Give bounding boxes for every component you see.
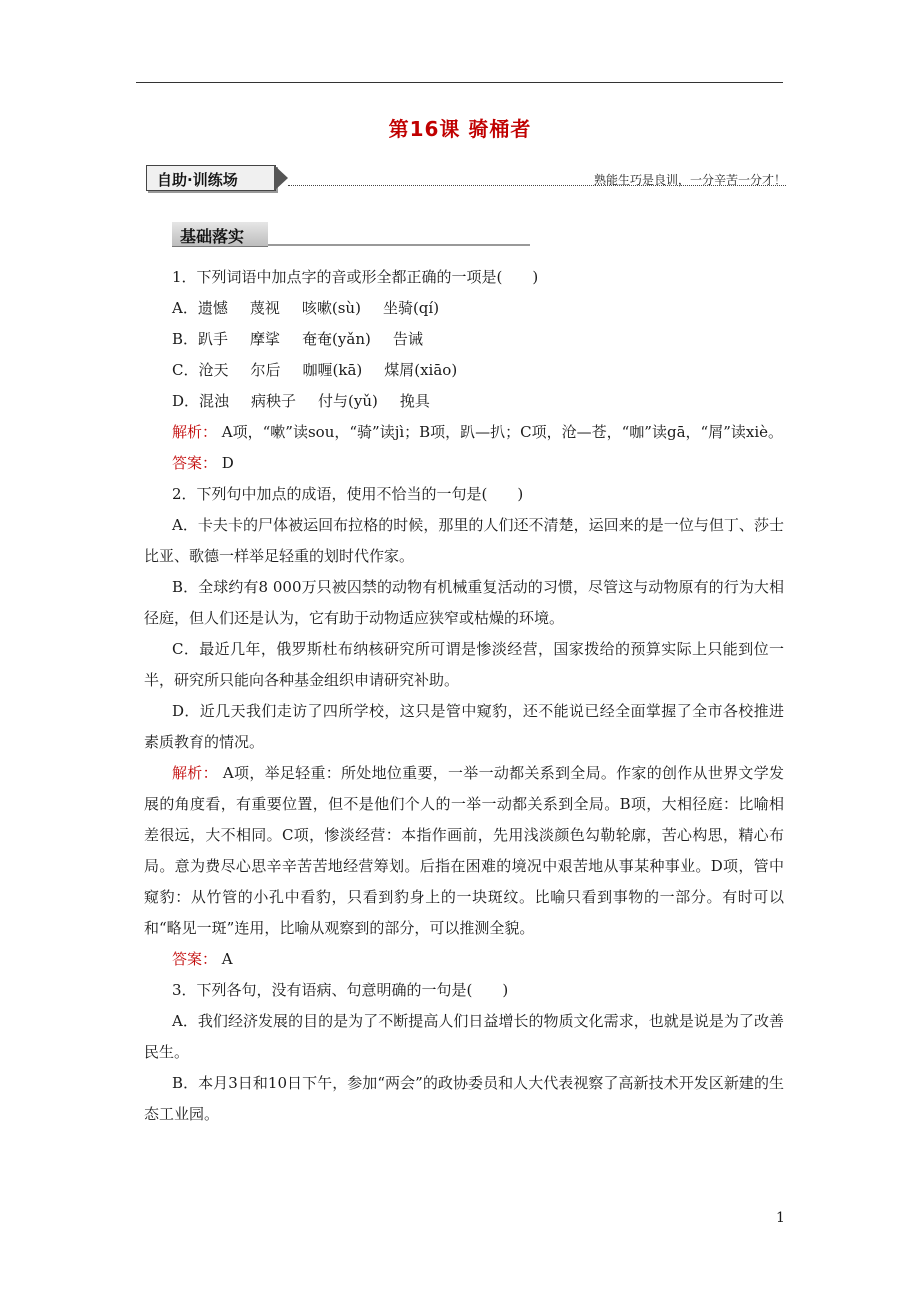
- section-banner: [146, 165, 786, 193]
- q2-option-a: A．卡夫卡的尸体被运回布拉格的时候，那里的人们还不清楚，运回来的是一位与但丁、莎士比亚、歌德一样举足轻重的划时代作家。: [144, 516, 784, 565]
- q1-stem: 1．下列词语中加点字的音或形全都正确的一项是( ): [172, 268, 539, 286]
- q1-a-2: 蔑视: [249, 299, 280, 317]
- section-divider: [268, 244, 530, 246]
- section-label: 基础落实: [180, 227, 245, 246]
- q1-b-2: 摩挲: [250, 330, 281, 348]
- q1-analysis-label: 解析：: [172, 423, 218, 441]
- q1-option-b: [144, 324, 784, 355]
- q1-option-d: [144, 386, 784, 417]
- q1-option-c: [144, 355, 784, 386]
- q2-answer-label: 答案：: [172, 950, 218, 968]
- q1-option-a: [144, 293, 784, 324]
- q1-c-3: 咖喱(kā): [302, 361, 363, 379]
- q2-analysis-text: A项，举足轻重：所处地位重要，一举一动都关系到全局。作家的创作从世界文学发展的角度看，有重要位置，但不是他们个人的一举一动都关系到全局。B项，大相径庭：比喻相差很远，大不相同。C项，惨淡经营：本指作画前，先用浅淡颜色勾勒轮廓，苦心构思，精心布局。意为费尽心思辛辛苦苦地经营筹划。后指在困难的境况中艰苦地从事某种事业。D项，管中窥豹：从竹管的小孔中看豹，只看到豹身上的一块斑纹。比喻只看到事物的一部分。有时可以和“略见一斑”连用，比喻从观察到的部分，可以推测全貌。: [144, 764, 784, 937]
- q1-b-4: 告诫: [392, 330, 423, 348]
- q2-analysis: [144, 758, 784, 944]
- q1-a-4: 坐骑(qí): [382, 299, 440, 317]
- header-rule: [136, 82, 783, 83]
- q3-option-b: B．本月3日和10日下午，参加“两会”的政协委员和人大代表视察了高新技术开发区新建的生态工业园。: [144, 1074, 784, 1123]
- q1-a-1: A．遗憾: [172, 299, 228, 317]
- q2-option-c: C．最近几年，俄罗斯杜布纳核研究所可谓是惨淡经营，国家拨给的预算实际上只能到位一半，研究所只能向各种基金组织申请研究补助。: [144, 640, 784, 689]
- banner-motto: 熟能生巧是良训，一分辛苦一分才！: [593, 173, 786, 187]
- q3-option-a: A．我们经济发展的目的是为了不断提高人们日益增长的物质文化需求，也就是说是为了改善民生。: [144, 1012, 784, 1061]
- q2-stem: 2．下列句中加点的成语，使用不恰当的一句是( ): [172, 485, 524, 503]
- q1-answer-label: 答案：: [172, 454, 218, 472]
- banner-label: 自助·训练场: [157, 171, 238, 189]
- q1-c-1: C．沧天: [172, 361, 229, 379]
- q3-stem: 3．下列各句，没有语病、句意明确的一句是( ): [172, 981, 509, 999]
- q1-c-2: 尔后: [250, 361, 281, 379]
- q2-answer: [144, 944, 784, 975]
- page-number: 1: [776, 1210, 785, 1226]
- section-box: [172, 222, 268, 247]
- q2-option-b: B．全球约有8 000万只被囚禁的动物有机械重复活动的习惯，尽管这与动物原有的行为大相径庭，但人们还是认为，它有助于动物适应狭窄或枯燥的环境。: [144, 578, 784, 627]
- q1-analysis-text: A项，“嗽”读sou，“骑”读jì；B项，趴—扒；C项，沧—苍，“咖”读gā，“屑”读xiè。: [221, 423, 783, 441]
- q2-analysis-label: 解析：: [172, 764, 218, 782]
- q1-d-4: 挽具: [399, 392, 430, 410]
- q1-c-4: 煤屑(xiāo): [384, 361, 458, 379]
- q1-answer-value: D: [221, 454, 234, 472]
- q1-b-3: 奄奄(yǎn): [302, 330, 371, 348]
- q1-d-1: D．混浊: [172, 392, 230, 410]
- q2-answer-value: A: [221, 950, 233, 968]
- banner-box: [146, 165, 276, 191]
- q1-answer: [144, 448, 784, 479]
- banner-arrow-icon: [274, 165, 288, 191]
- section-header: [172, 222, 530, 248]
- q1-a-3: 咳嗽(sù): [301, 299, 361, 317]
- question-content: [144, 262, 784, 1130]
- q1-b-1: B．趴手: [172, 330, 229, 348]
- q2-option-d: D．近几天我们走访了四所学校，这只是管中窥豹，还不能说已经全面掌握了全市各校推进素质教育的情况。: [144, 702, 784, 751]
- q1-d-3: 付与(yǔ): [318, 392, 378, 410]
- page-title: 第16课 骑桶者: [388, 117, 532, 141]
- q1-d-2: 病秧子: [251, 392, 297, 410]
- q1-analysis: [144, 417, 784, 448]
